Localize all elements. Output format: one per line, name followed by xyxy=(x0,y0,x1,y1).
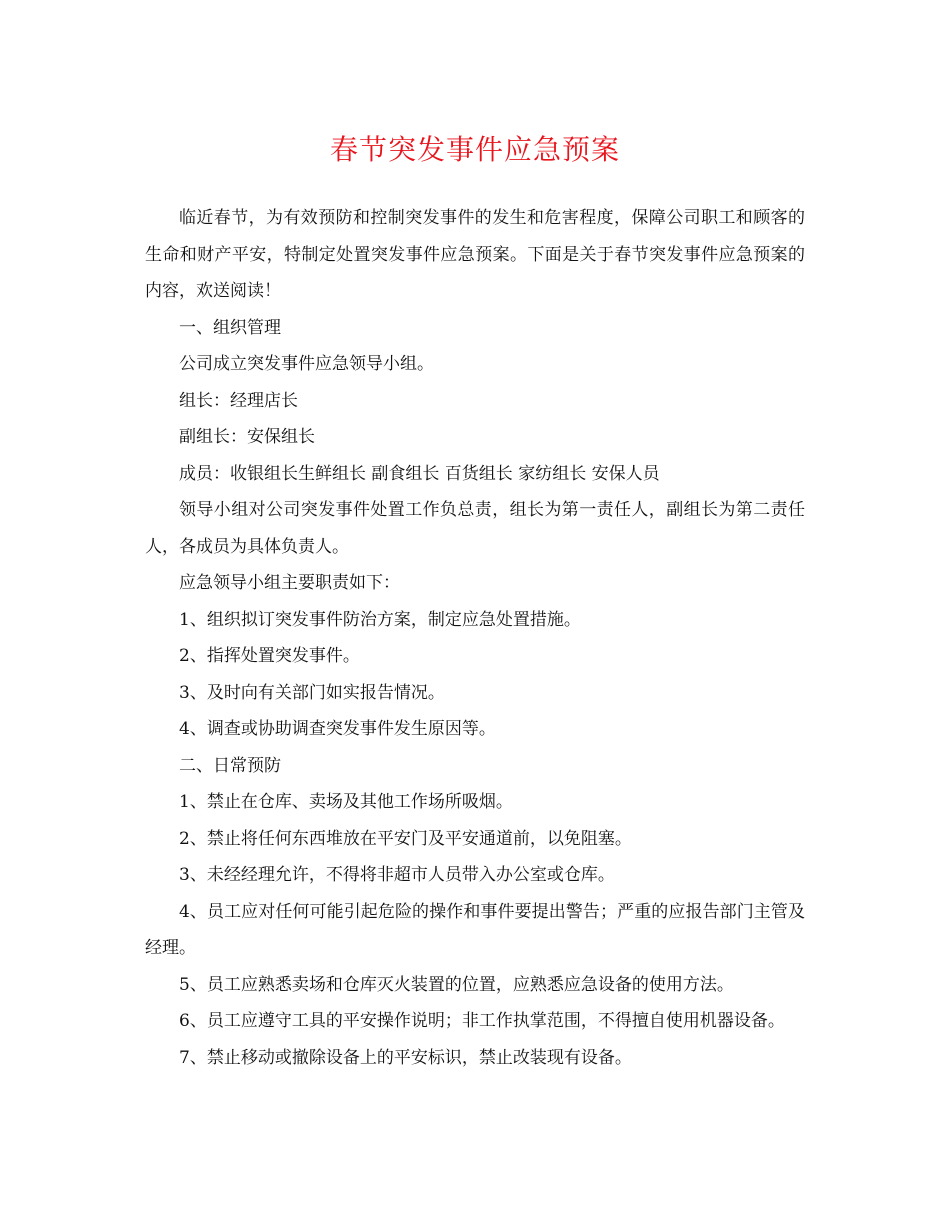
paragraph: 副组长：安保组长 xyxy=(179,427,315,447)
paragraph: 应急领导小组主要职责如下： xyxy=(179,573,400,593)
list-item: 6、员工应遵守工具的平安操作说明；非工作执掌范围，不得擅自使用机器设备。 xyxy=(179,1011,785,1031)
list-item: 5、员工应熟悉卖场和仓库灭火装置的位置，应熟悉应急设备的使用方法。 xyxy=(179,974,734,995)
section-heading-daily-prevention: 二、日常预防 xyxy=(179,755,281,776)
list-item: 7、禁止移动或撤除设备上的平安标识，禁止改装现有设备。 xyxy=(179,1047,632,1068)
list-item: 2、指挥处置突发事件。 xyxy=(179,646,360,666)
document-title: 春节突发事件应急预案 xyxy=(329,133,620,166)
list-item: 4、员工应对任何可能引起危险的操作和事件要提出警告；严重的应报告部门主管及经理。 xyxy=(145,901,805,958)
paragraph: 组长：经理店长 xyxy=(179,390,298,411)
list-item: 1、组织拟订突发事件防治方案，制定应急处置措施。 xyxy=(179,609,581,630)
paragraph: 公司成立突发事件应急领导小组。 xyxy=(179,354,434,374)
list-item: 3、及时向有关部门如实报告情况。 xyxy=(179,682,445,703)
paragraph: 领导小组对公司突发事件处置工作负总责，组长为第一责任人，副组长为第二责任人，各成员为具体负责人。 xyxy=(145,500,805,557)
section-heading-organization: 一、组织管理 xyxy=(179,317,281,338)
paragraph: 成员：收银组长生鲜组长 副食组长 百货组长 家纺组长 安保人员 xyxy=(179,463,660,484)
paragraph-intro: 临近春节，为有效预防和控制突发事件的发生和危害程度，保障公司职工和顾客的生命和财产平安，特制定处置突发事件应急预案。下面是关于春节突发事件应急预案的内容，欢送阅读！ xyxy=(145,208,805,301)
list-item: 1、禁止在仓库、卖场及其他工作场所吸烟。 xyxy=(179,792,513,812)
list-item: 4、调查或协助调查突发事件发生原因等。 xyxy=(179,719,496,739)
document-body xyxy=(145,200,805,1076)
list-item: 3、未经经理允许，不得将非超市人员带入办公室或仓库。 xyxy=(179,865,615,885)
list-item: 2、禁止将任何东西堆放在平安门及平安通道前，以免阻塞。 xyxy=(179,828,632,849)
